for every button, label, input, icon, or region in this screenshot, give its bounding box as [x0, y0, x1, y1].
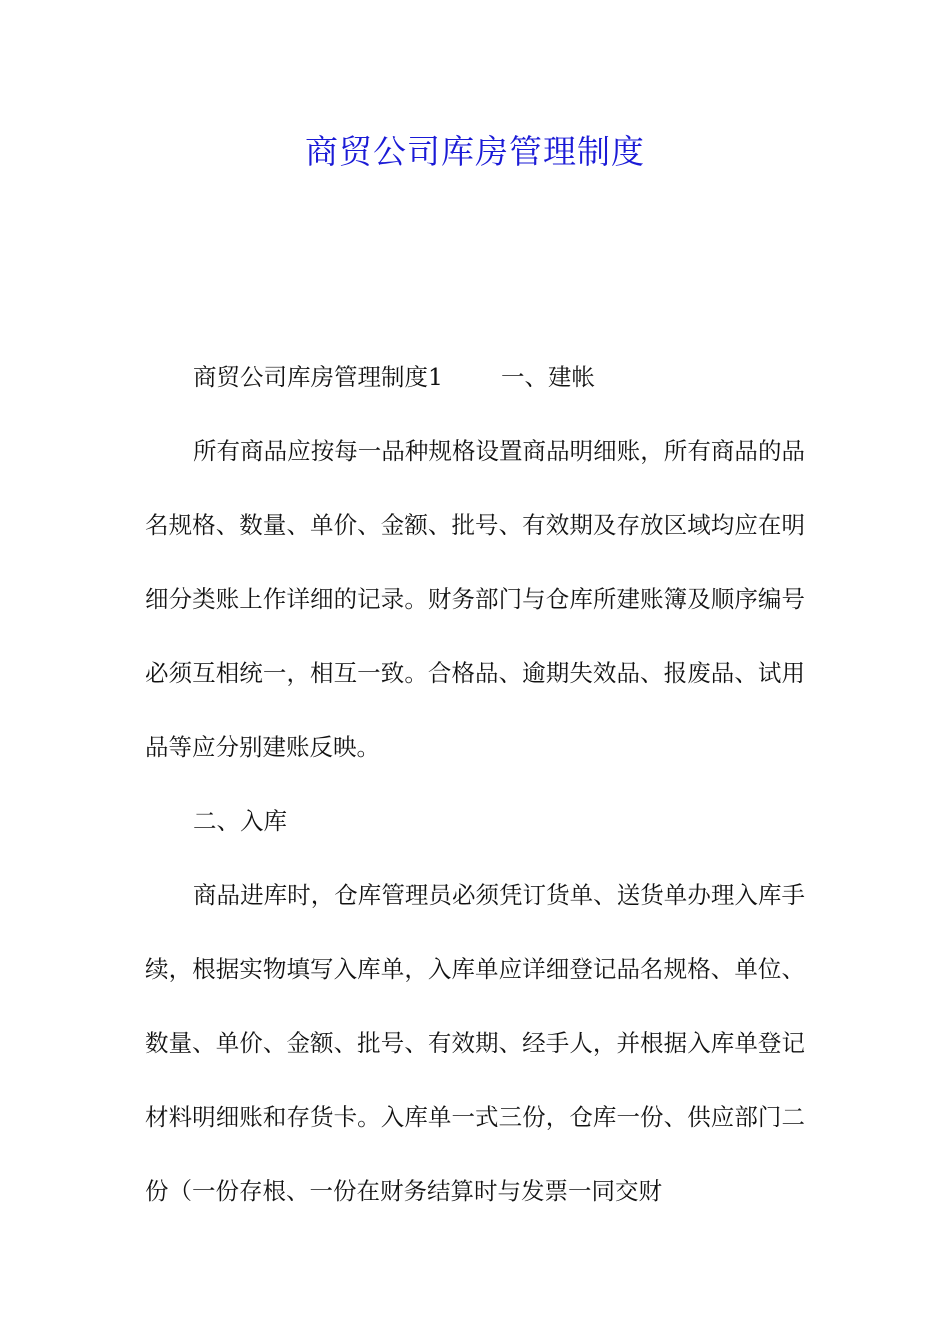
intro-line: [145, 340, 805, 414]
section2-paragraph: 商品进库时，仓库管理员必须凭订货单、送货单办理入库手续，根据实物填写入库单，入库单应详细登记品名规格、单位、数量、单价、金额、批号、有效期、经手人，并根据入库单登记材料明细账和存货卡。入库单一式三份，仓库一份、供应部门二份（一份存根、一份在财务结算时与发票一同交财: [145, 881, 805, 1205]
intro-label: 商贸公司库房管理制度1: [193, 363, 443, 391]
document-title: 商贸公司库房管理制度: [305, 132, 645, 171]
section1-paragraph: 所有商品应按每一品种规格设置商品明细账，所有商品的品名规格、数量、单价、金额、批号、有效期及存放区域均应在明细分类账上作详细的记录。财务部门与仓库所建账簿及顺序编号必须互相统一，相互一致。合格品、逾期失效品、报废品、试用品等应分别建账反映。: [145, 437, 805, 761]
section2-heading: 二、入库: [193, 807, 287, 835]
document-body: [145, 340, 805, 1228]
section1-heading: 一、建帐: [500, 363, 595, 391]
